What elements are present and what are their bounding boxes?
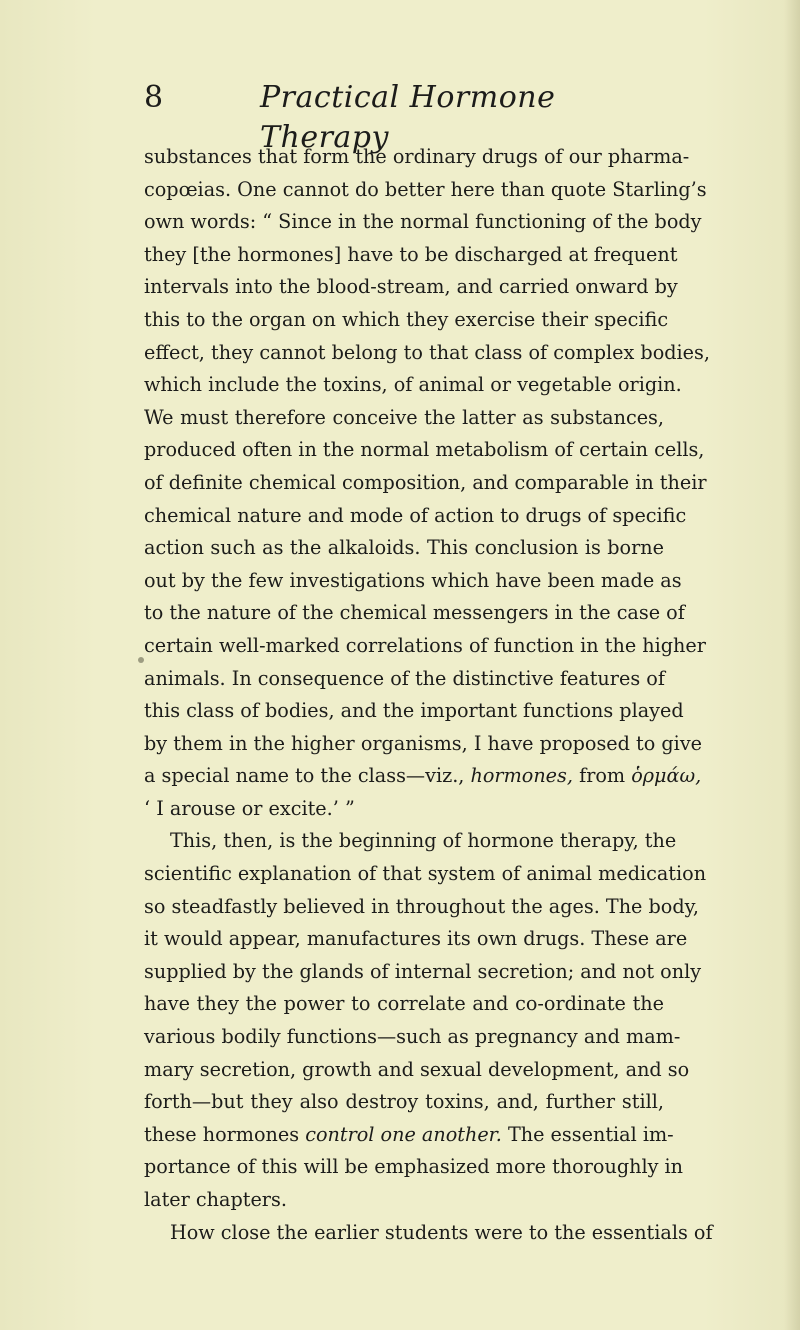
page-header — [144, 78, 664, 155]
text-line: supplied by the glands of internal secretion; and not only — [144, 959, 702, 983]
text-line: action such as the alkaloids. This conclusion is borne — [144, 536, 664, 560]
page-edge-shadow — [784, 0, 800, 1330]
text-line: various bodily functions—such as pregnancy and mam- — [144, 1025, 681, 1049]
text-line — [144, 760, 702, 793]
text-line: to the nature of the chemical messengers in the case of — [144, 601, 685, 625]
greek-word: ὁρμάω, — [631, 764, 702, 788]
text-line: this class of bodies, and the important functions played — [144, 699, 684, 723]
text-line — [144, 1119, 674, 1152]
text-line: of definite chemical composition, and comparable in their — [144, 470, 707, 494]
text-line: substances that form the ordinary drugs of our pharma- — [144, 145, 690, 168]
text-line: effect, they cannot belong to that class of complex bodies, — [144, 340, 710, 364]
text-line: We must therefore conceive the latter as substances, — [144, 405, 664, 429]
text-line: intervals into the blood-stream, and carried onward by — [144, 275, 678, 299]
text-line: have they the power to correlate and co-ordinate the — [144, 992, 664, 1016]
text-line: this to the organ on which they exercise their specific — [144, 307, 669, 331]
text-line: out by the few investigations which have been made as — [144, 568, 682, 592]
text-line: certain well-marked correlations of function in the higher — [144, 633, 706, 657]
text-line: This, then, is the beginning of hormone therapy, the — [170, 829, 677, 853]
text-line: by them in the higher organisms, I have proposed to give — [144, 731, 703, 755]
body-text — [144, 141, 713, 1249]
text-line: forth—but they also destroy toxins, and, further still, — [144, 1090, 664, 1114]
paper-speck — [138, 657, 144, 663]
text-line: How close the earlier students were to the essentials of — [170, 1220, 713, 1244]
text-line: own words: “ Since in the normal functioning of the body — [144, 210, 702, 234]
text-run: The essential im- — [501, 1122, 674, 1146]
text-line: later chapters. — [144, 1188, 287, 1211]
running-title: Practical Hormone Therapy — [260, 80, 556, 155]
text-line: ‘ I arouse or excite.’ ” — [144, 796, 355, 820]
text-line: mary secretion, growth and sexual development, and so — [144, 1057, 690, 1081]
text-line: so steadfastly believed in throughout the ages. The body, — [144, 894, 700, 918]
text-line: which include the toxins, of animal or vegetable origin. — [144, 373, 682, 397]
text-run: from — [573, 764, 632, 788]
text-line: produced often in the normal metabolism of certain cells, — [144, 438, 705, 462]
text-line: portance of this will be emphasized more thoroughly in — [144, 1155, 684, 1179]
text-line: they [the hormones] have to be discharged at frequent — [144, 242, 678, 266]
text-line: chemical nature and mode of action to drugs of specific — [144, 503, 687, 527]
page-number: 8 — [144, 80, 164, 115]
text-line: copœias. One cannot do better here than quote Starling’s — [144, 177, 707, 201]
text-line: it would appear, manufactures its own drugs. These are — [144, 927, 688, 951]
text-run: a special name to the class—viz., — [144, 764, 471, 788]
italic-term: hormones, — [470, 764, 573, 788]
text-line: scientific explanation of that system of animal medication — [144, 862, 707, 886]
text-run: these hormones — [144, 1122, 306, 1146]
text-line: animals. In consequence of the distinctive features of — [144, 666, 665, 690]
italic-phrase: control one another. — [305, 1122, 502, 1146]
